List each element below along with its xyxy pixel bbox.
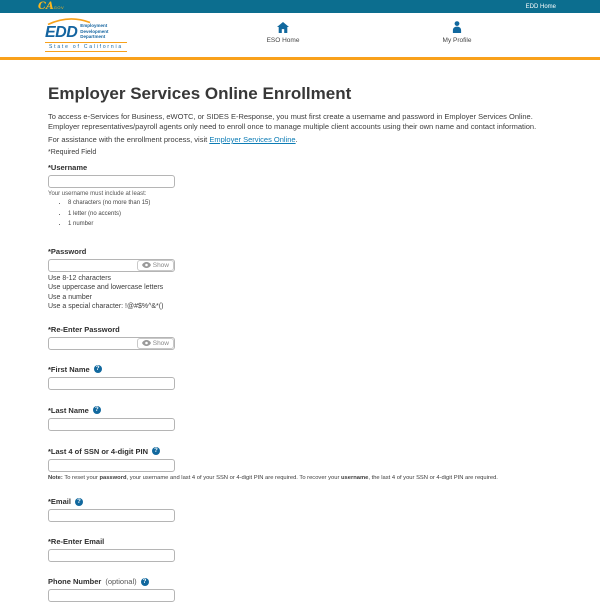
last-name-input[interactable] [48,418,175,431]
username-hint-item: • 1 number [68,221,554,229]
password-label: *Password [48,246,87,256]
username-group [48,163,554,229]
first-name-label: *First Name [48,364,90,374]
phone-label: Phone Number [48,577,102,586]
username-input[interactable] [48,175,175,188]
password-rules [48,274,554,312]
note-bold: Note: [48,474,63,481]
username-hint-item: • 8 characters (no more than 15) [68,200,554,208]
password-show-button[interactable] [137,260,174,271]
edd-logo[interactable] [45,18,127,52]
person-icon [422,21,492,33]
first-name-group [48,365,554,390]
site-header [0,13,600,60]
help-icon[interactable]: ? [94,365,102,373]
reenter-password-group [48,325,554,350]
assistance-suffix: . [295,135,298,144]
edd-home-link[interactable]: EDD Home [525,3,556,10]
help-icon[interactable]: ? [152,447,160,455]
nav-eso-home-label: ESO Home [266,37,300,44]
password-rule: Use a number [48,293,92,301]
ca-gov-logo[interactable] [38,0,64,13]
username-hint-title: Your username must include at least: [48,191,147,197]
edd-logo-acronym: EDD [45,23,78,41]
password-rule: Use uppercase and lowercase letters [48,284,164,291]
ssn-pin-input[interactable] [48,459,175,472]
ssn-pin-label: *Last 4 of SSN or 4-digit PIN [48,446,149,456]
email-label: *Email [48,497,71,506]
last-name-label: *Last Name [48,405,89,415]
ca-gov-logo-ca: CA [38,1,54,12]
help-icon[interactable]: ? [75,498,83,506]
page-title: Employer Services Online Enrollment [48,84,352,103]
intro-paragraph: To access e-Services for Business, eWOTC, or SIDES E-Response, you must first create a username and password in Employer Services Online. Employer representatives/payroll agents only need to enroll once to manage multiple client accounts using their own name and contact information. [48,112,537,131]
last-name-group [48,406,554,431]
phone-input[interactable] [48,589,175,602]
email-input[interactable] [48,509,175,522]
username-label: *Username [48,163,88,172]
help-icon[interactable]: ? [141,578,149,586]
eye-icon [142,262,151,268]
reenter-email-group [48,537,554,562]
help-icon[interactable]: ? [93,406,101,414]
ssn-pin-group [48,447,554,482]
password-show-label: Show [152,261,169,269]
edd-logo-tagline: State of California [45,42,127,52]
password-rule: Use 8-12 characters [48,274,112,282]
nav-my-profile[interactable] [422,21,492,44]
note-bold: password [99,474,127,481]
note-bold: username [340,474,369,481]
home-icon [250,21,316,33]
edd-logo-line3: Department [80,34,106,39]
assistance-line [48,135,554,144]
edd-logo-line1: Employment [80,23,108,28]
nav-my-profile-label: My Profile [442,37,472,44]
username-hints [48,200,554,229]
reenter-email-label: *Re-Enter Email [48,537,105,546]
password-group [48,247,554,312]
main-content [0,60,600,602]
reenter-password-show-label: Show [152,339,169,347]
password-rule: Use a special character: !@#$%^&*() [48,303,164,310]
assistance-prefix: For assistance with the enrollment process, visit [48,135,210,144]
phone-optional-label: (optional) [105,577,137,586]
reenter-password-show-button[interactable] [137,338,174,349]
email-group [48,497,554,522]
reenter-email-input[interactable] [48,549,175,562]
employer-services-online-link[interactable]: Employer Services Online [209,135,296,144]
username-hint-item: • 1 letter (no accents) [68,211,554,219]
nav-eso-home[interactable] [250,21,316,44]
required-field-note: *Required Field [48,149,97,156]
ssn-pin-note: Note: To reset your password, your username and last 4 of your SSN or 4-digit PIN are required. To recover your username, the last 4 of your SSN or 4-digit PIN are required. [48,474,498,481]
topbar [0,0,600,13]
phone-group [48,577,554,602]
edd-logo-line2: Development [80,28,109,34]
edd-logo-department-lines [80,23,108,40]
ca-gov-logo-gov: GOV [53,5,65,10]
eye-icon [142,340,151,346]
first-name-input[interactable] [48,377,175,390]
reenter-password-label: *Re-Enter Password [48,324,120,334]
